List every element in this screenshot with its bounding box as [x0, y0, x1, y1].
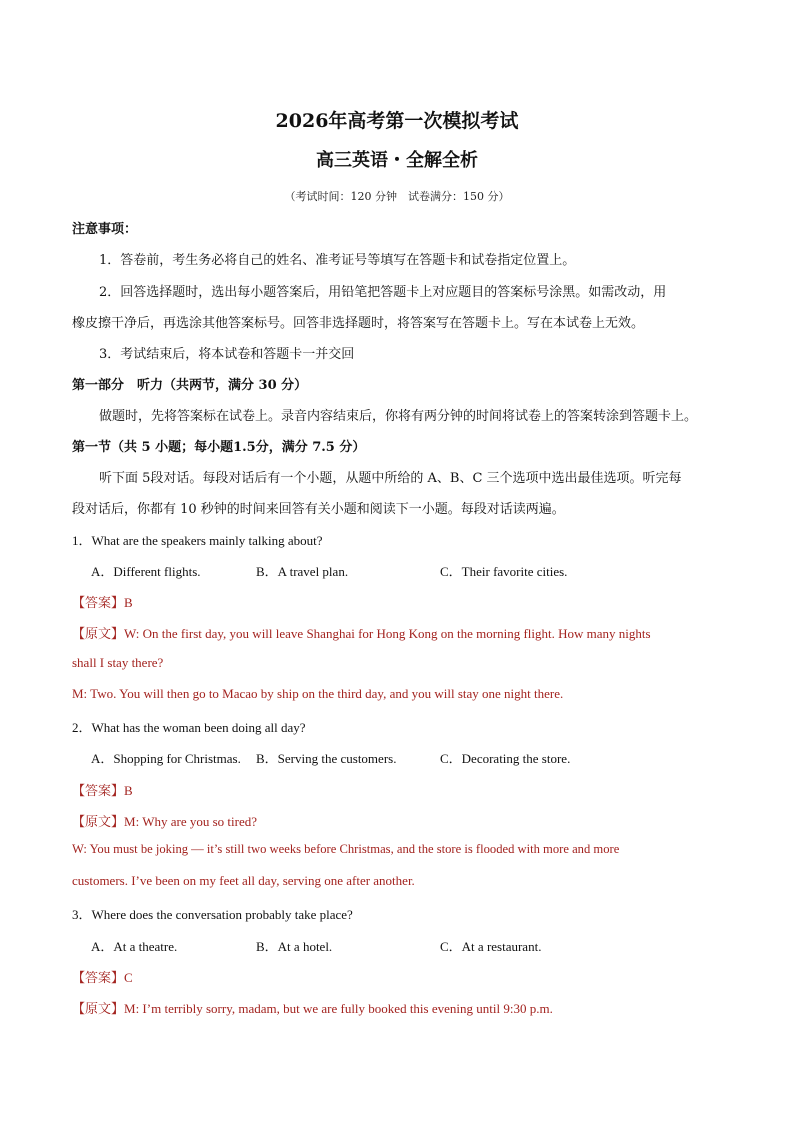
part1-instruction: 做题时，先将答案标在试卷上。录音内容结束后，你将有两分钟的时间将试卷上的答案转涂到答题卡上。	[99, 409, 698, 424]
question-2-option-a: A．Shopping for Christmas.	[91, 751, 241, 766]
question-2-option-b: B．Serving the customers.	[256, 751, 397, 766]
notes-item-2-line-1: 2．回答选择题时，选出每小题答案后，用铅笔把答题卡上对应题目的答案标号涂黑。如需改动，用	[99, 285, 667, 300]
question-1-answer	[72, 592, 133, 611]
question-1-script-line-3: M: Two. You will then go to Macao by ship on the third day, and you will stay one night there.	[72, 686, 564, 701]
answer-tag: 【答案】	[72, 971, 125, 986]
question-2-script-line-1	[72, 811, 257, 830]
exam-info: （考试时间：120 分钟 试卷满分：150 分）	[284, 190, 510, 203]
script-tag: 【原文】	[72, 627, 125, 642]
exam-subtitle: 高三英语・全解全析	[316, 150, 478, 171]
question-1-option-a: A．Different flights.	[91, 564, 201, 579]
question-1-script-line-2: shall I stay there?	[72, 655, 164, 670]
answer-value: C	[124, 970, 133, 985]
exam-title: 2026年高考第一次模拟考试	[275, 110, 519, 132]
question-1-option-c: C．Their favorite cities.	[440, 564, 568, 579]
question-3-stem: 3．Where does the conversation probably take place?	[72, 907, 353, 922]
script-text: W: On the first day, you will leave Shanghai for Hong Kong on the morning flight. How many nights	[124, 626, 651, 641]
section1-instruction-line-2: 段对话后，你都有 10 秒钟的时间来回答有关小题和阅读下一小题。每段对话读两遍。	[72, 502, 565, 517]
script-tag: 【原文】	[72, 815, 125, 830]
part1-heading: 第一部分 听力（共两节，满分 30 分）	[72, 378, 308, 393]
answer-value: B	[124, 595, 133, 610]
question-1-script-line-1	[72, 623, 651, 642]
notes-item-2-line-2: 橡皮擦干净后，再选涂其他答案标号。回答非选择题时，将答案写在答题卡上。写在本试卷上无效。	[72, 316, 645, 331]
script-text: M: Why are you so tired?	[124, 814, 257, 829]
question-2-script-line-2: W: You must be joking — it’s still two weeks before Christmas, and the store is flooded with more and more	[72, 842, 620, 856]
section1-instruction-line-1: 听下面 5段对话。每段对话后有一个小题，从题中所给的 A、B、C 三个选项中选出最佳选项。听完每	[99, 471, 682, 486]
question-2-script-line-3: customers. I’ve been on my feet all day, serving one after another.	[72, 873, 415, 888]
question-3-option-a: A．At a theatre.	[91, 939, 178, 954]
answer-tag: 【答案】	[72, 784, 125, 799]
question-2-option-c: C．Decorating the store.	[440, 751, 571, 766]
answer-tag: 【答案】	[72, 596, 125, 611]
notes-heading: 注意事项：	[72, 222, 138, 237]
question-3-option-c: C．At a restaurant.	[440, 939, 542, 954]
notes-item-1: 1．答卷前，考生务必将自己的姓名、准考证号等填写在答题卡和试卷指定位置上。	[99, 253, 576, 268]
notes-item-3: 3．考试结束后，将本试卷和答题卡一并交回	[99, 347, 355, 362]
question-1-option-b: B．A travel plan.	[256, 564, 349, 579]
question-2-answer	[72, 780, 133, 799]
script-text: M: I’m terribly sorry, madam, but we are fully booked this evening until 9:30 p.m.	[124, 1001, 553, 1016]
script-tag: 【原文】	[72, 1002, 125, 1017]
answer-value: B	[124, 783, 133, 798]
section1-heading: 第一节（共 5 小题；每小题1.5分，满分 7.5 分）	[72, 440, 366, 455]
question-1-stem: 1．What are the speakers mainly talking about?	[72, 533, 323, 548]
question-2-stem: 2．What has the woman been doing all day?	[72, 720, 306, 735]
question-3-option-b: B．At a hotel.	[256, 939, 333, 954]
question-3-script-line-1	[72, 998, 553, 1017]
question-3-answer	[72, 967, 133, 986]
